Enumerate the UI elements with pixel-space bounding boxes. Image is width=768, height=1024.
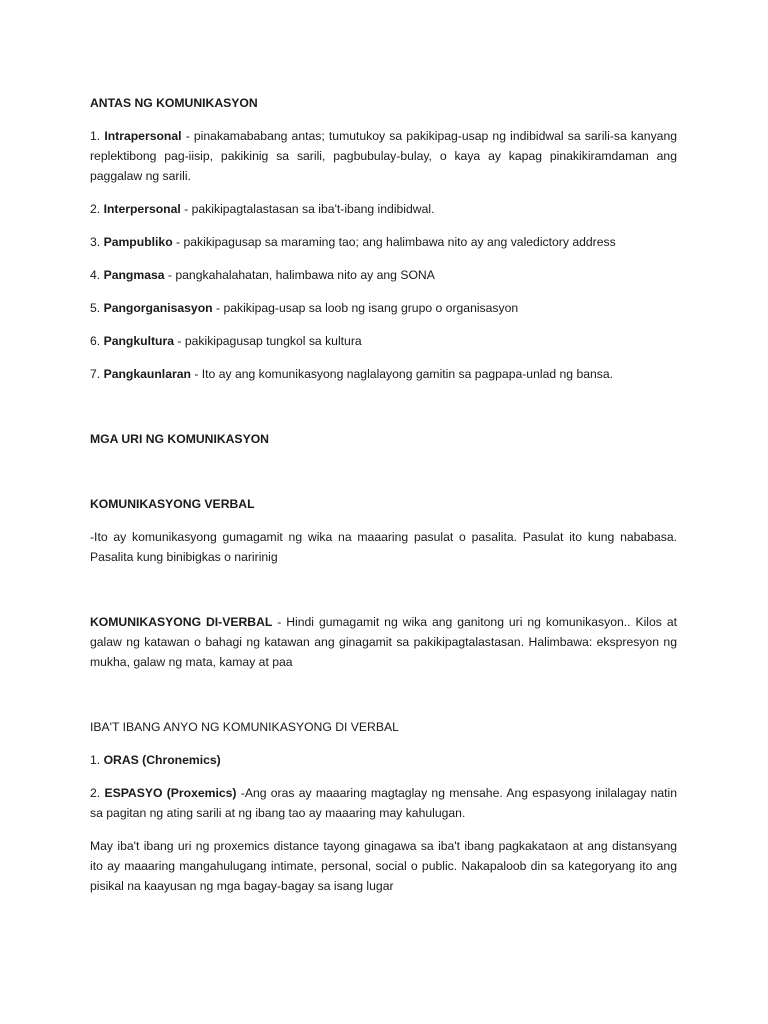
antas-item-4: 4. Pangmasa - pangkahalahatan, halimbawa nito ay ang SONA <box>90 268 435 282</box>
heading-verbal: KOMUNIKASYONG VERBAL <box>90 497 255 511</box>
proxemics-paragraph: May iba't ibang uri ng proxemics distance tayong ginagawa sa iba't ibang pagkakataon at ang distansyang ito ay maaaring mangahulugang intimate, personal, social o public. Nakapaloob din sa kategoryang ito ang pisikal na kaayusan ng mga bagay-bagay sa isang lugar <box>90 839 677 893</box>
diverbal-paragraph: KOMUNIKASYONG DI-VERBAL - Hindi gumagamit ng wika ang ganitong uri ng komunikasyon.. Kilos at galaw ng katawan o bahagi ng katawan ang ginagamit sa pakikipagtalastasan. Halimbawa: ekspresyon ng mukha, galaw ng mata, kamay at paa <box>90 615 677 669</box>
heading-antas: ANTAS NG KOMUNIKASYON <box>90 96 258 110</box>
antas-item-3: 3. Pampubliko - pakikipagusap sa maraming tao; ang halimbawa nito ay ang valedictory address <box>90 235 616 249</box>
antas-item-2: 2. Interpersonal - pakikipagtalastasan sa iba't-ibang indibidwal. <box>90 202 435 216</box>
heading-anyo: IBA'T IBANG ANYO NG KOMUNIKASYONG DI VERBAL <box>90 720 399 734</box>
anyo-item-espasyo: 2. ESPASYO (Proxemics) -Ang oras ay maaaring magtaglay ng mensahe. Ang espasyong inilalagay natin sa pagitan ng ating sarili at ng ibang tao ay maaaring may kahulugan. <box>90 786 677 820</box>
heading-uri: MGA URI NG KOMUNIKASYON <box>90 432 269 446</box>
antas-item-1: 1. Intrapersonal - pinakamababang antas; tumutukoy sa pakikipag-usap ng indibidwal sa sarili-sa kanyang replektibong pag-iisip, pakikinig sa sarili, pagbubulay-bulay, o kaya ay kapag pinakikiramdaman ang paggalaw ng sarili. <box>90 129 678 183</box>
antas-item-6: 6. Pangkultura - pakikipagusap tungkol sa kultura <box>90 334 362 348</box>
anyo-item-oras: 1. ORAS (Chronemics) <box>90 753 221 767</box>
antas-item-5: 5. Pangorganisasyon - pakikipag-usap sa loob ng isang grupo o organisasyon <box>90 301 519 315</box>
document-page <box>90 93 677 896</box>
verbal-description: -Ito ay komunikasyong gumagamit ng wika na maaaring pasulat o pasalita. Pasulat ito kung nababasa. Pasalita kung binibigkas o naririnig <box>90 530 677 564</box>
antas-item-7: 7. Pangkaunlaran - Ito ay ang komunikasyong naglalayong gamitin sa pagpapa-unlad ng bansa. <box>90 367 614 381</box>
